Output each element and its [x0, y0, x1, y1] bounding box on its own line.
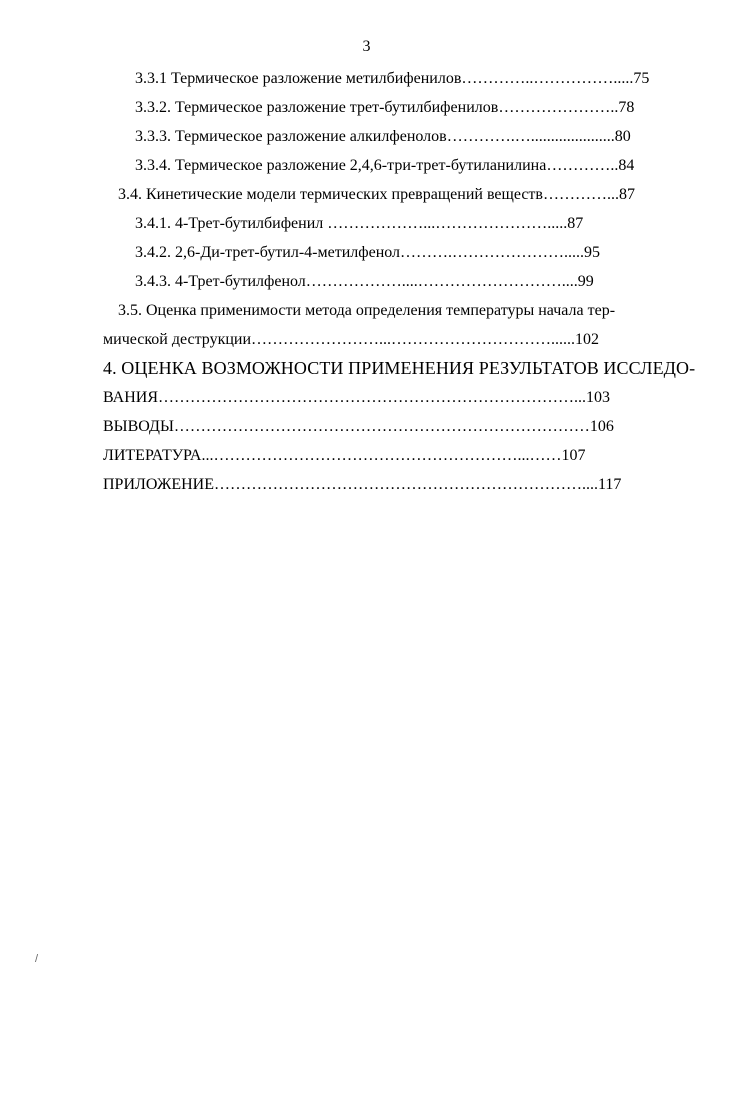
toc-entry-page: 106 [589, 418, 614, 435]
toc-entry-text: мической деструкции [103, 331, 252, 348]
toc-entry-text: 3.3.2. Термическое разложение трет-бутилбифенилов [135, 99, 499, 116]
toc-entry-text: 3.4. Кинетические модели термических превращений веществ [118, 186, 543, 203]
toc-entry [135, 272, 594, 292]
toc-entry-text: 4. ОЦЕНКА ВОЗМОЖНОСТИ ПРИМЕНЕНИЯ РЕЗУЛЬТАТОВ ИССЛЕДО- [103, 358, 696, 378]
toc-entry-page: 78 [618, 99, 635, 116]
toc-entry [135, 98, 634, 118]
toc-entry [103, 330, 599, 350]
toc-entry-text: ЛИТЕРАТУРА [103, 447, 202, 464]
toc-entry-dots: ………………...…………………..... [327, 215, 568, 232]
toc-entry-page: 102 [575, 331, 600, 348]
toc-entry [103, 417, 614, 437]
toc-entry-dots: …………... [542, 186, 619, 203]
toc-entry-text: 3.3.1 Термическое разложение метилбифенилов [135, 70, 462, 87]
toc-entry-text: 3.5. Оценка применимости метода определения температуры начала тер- [118, 302, 616, 319]
toc-entry-dots: …………..……………..... [461, 70, 634, 87]
toc-entry-dots: ……………………………………………………………………... [158, 389, 586, 406]
toc-entry-page: 84 [618, 157, 635, 174]
toc-entry-page: 99 [577, 273, 594, 290]
toc-entry-text: ПРИЛОЖЕНИЕ [103, 476, 215, 493]
toc-entry [135, 243, 600, 263]
toc-entry-dots: ………….…..................... [446, 128, 615, 145]
toc-entry-page: 117 [598, 476, 622, 493]
toc-entry-page: 95 [584, 244, 601, 261]
toc-entry-text: 3.4.2. 2,6-Ди-трет-бутил-4-метилфенол [135, 244, 401, 261]
toc-entry-text: 3.4.3. 4-Трет-бутилфенол [135, 273, 306, 290]
toc-entry-dots: ……………………...…………………………...... [251, 331, 576, 348]
toc-entry-page: 87 [618, 186, 635, 203]
toc-entry [135, 214, 583, 234]
stray-mark: / [35, 953, 39, 965]
toc-entry-dots: ………………….. [498, 99, 619, 116]
toc-entry-page: 80 [614, 128, 631, 145]
toc-entry-dots: ………………....……………………….... [305, 273, 578, 290]
toc-entry [103, 388, 610, 408]
toc-entry [118, 185, 635, 205]
toc-entry-page: 75 [633, 70, 650, 87]
toc-entry-text: 3.4.1. 4-Трет-бутилбифенил [135, 215, 328, 232]
toc-entry-dots: ……….…………………..... [400, 244, 585, 261]
toc-entry-page: 87 [567, 215, 584, 232]
toc-entry-dots: ………….. [546, 157, 619, 174]
toc-entry [135, 127, 631, 147]
toc-entry-text: ВЫВОДЫ [103, 418, 174, 435]
toc-entry-dots: …………………………………………………………………… [173, 418, 590, 435]
toc-entry [103, 475, 621, 495]
toc-entry-page: 107 [561, 447, 586, 464]
toc-entry-text: ВАНИЯ [103, 389, 158, 406]
toc-entry-dots: …………………………………………………………….... [214, 476, 599, 493]
toc-entry-text: 3.3.4. Термическое разложение 2,4,6-три-трет-бутиланилина [135, 157, 547, 174]
toc-entry-page: 103 [586, 389, 610, 406]
toc-entry-dots: ...…………………………………………………...…… [201, 447, 562, 464]
toc-entry [135, 69, 649, 89]
toc-entry-text: 3.3.3. Термическое разложение алкилфенолов [135, 128, 447, 145]
page-number: 3 [362, 38, 371, 55]
toc-entry [118, 301, 615, 321]
toc-entry [135, 156, 634, 176]
toc-entry [103, 358, 695, 378]
toc-entry [103, 446, 585, 466]
